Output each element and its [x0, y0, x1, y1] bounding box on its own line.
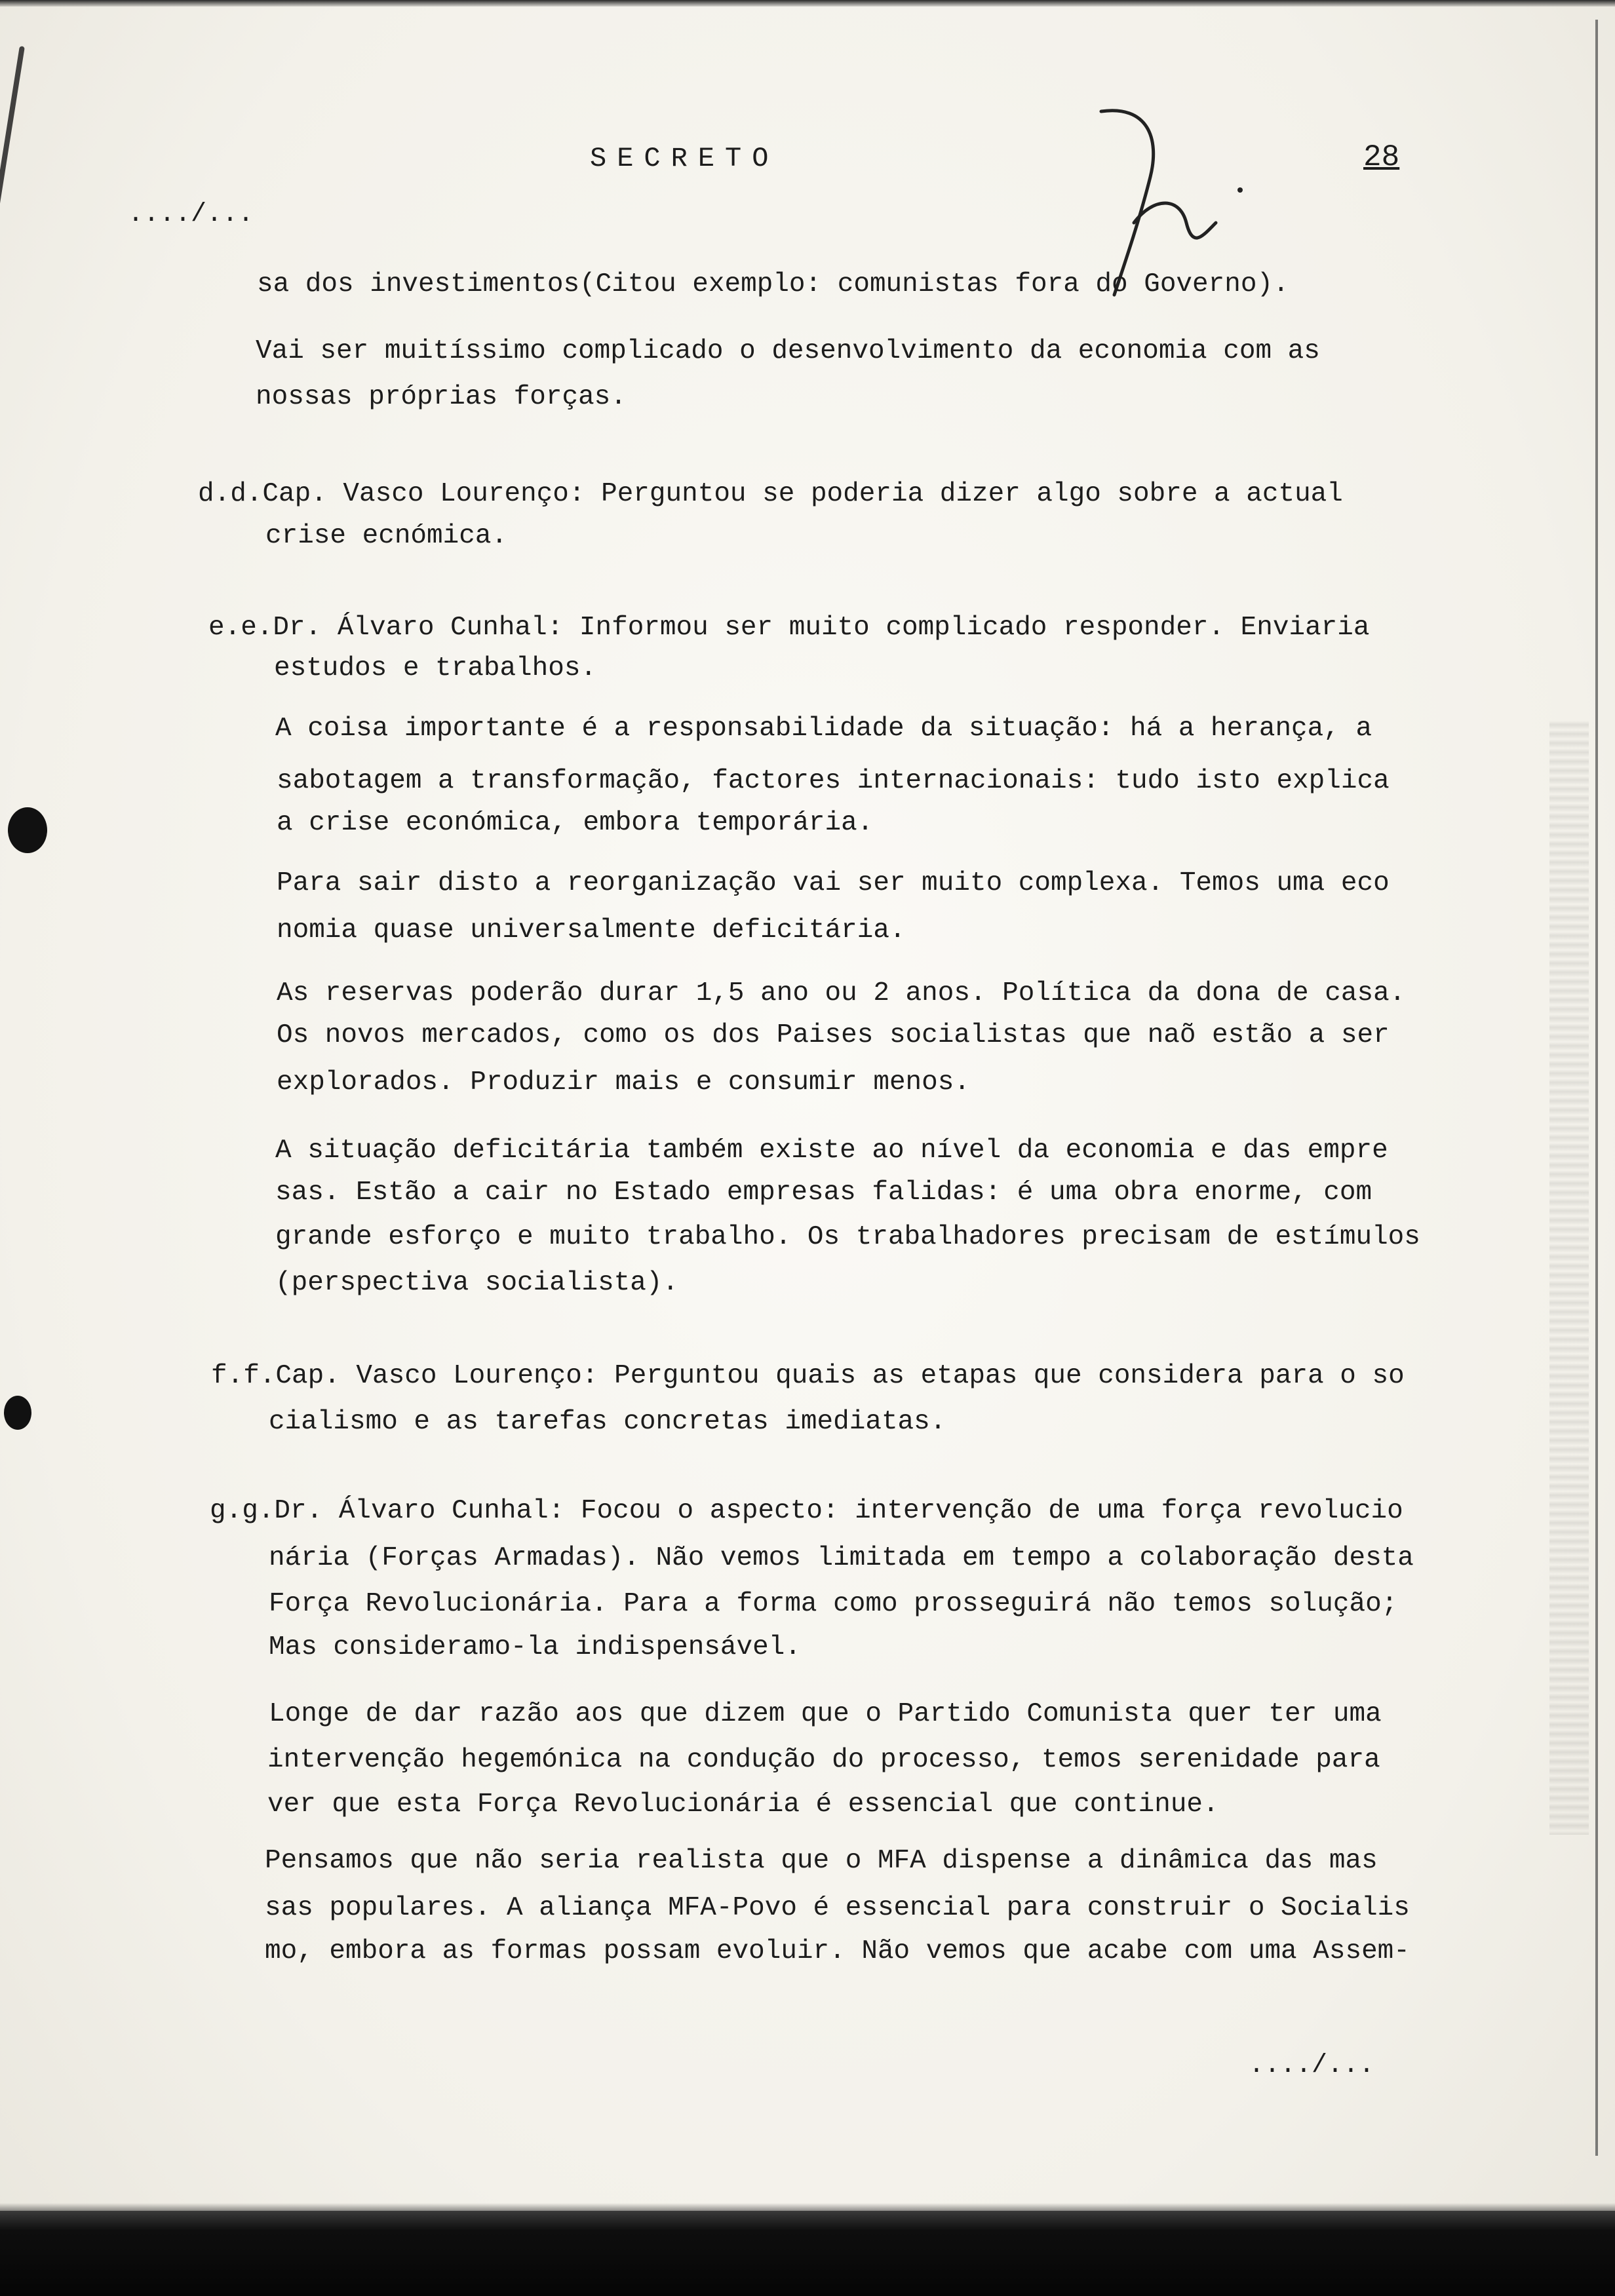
scan-right-edge	[1595, 20, 1598, 2156]
text-line: crise ecnómica.	[265, 521, 508, 551]
scan-top-edge	[0, 0, 1615, 7]
text-line: ver que esta Força Revolucionária é essencial que continue.	[267, 1789, 1219, 1820]
text-line: A situação deficitária também existe ao nível da economia e das empre	[275, 1136, 1388, 1166]
text-line: A coisa importante é a responsabilidade da situação: há a herança, a	[275, 714, 1372, 744]
text-line: Força Revolucionária. Para a forma como prosseguirá não temos solução;	[269, 1589, 1398, 1619]
text-line: As reservas poderão durar 1,5 ano ou 2 anos. Política da dona de casa.	[277, 978, 1406, 1008]
text-line: g.g.Dr. Álvaro Cunhal: Focou o aspecto: intervenção de uma força revolucio	[210, 1496, 1403, 1526]
continuation-marker-bottom: ..../...	[1249, 2051, 1375, 2080]
punch-hole-lower	[4, 1396, 31, 1430]
text-line: e.e.Dr. Álvaro Cunhal: Informou ser muito complicado responder. Enviaria	[208, 613, 1370, 643]
text-line: sas populares. A aliança MFA-Povo é essencial para construir o Socialis	[265, 1893, 1410, 1923]
text-line: sa dos investimentos(Citou exemplo: comunistas fora do Governo).	[257, 269, 1289, 299]
text-line: Longe de dar razão aos que dizem que o Partido Comunista quer ter uma	[269, 1699, 1382, 1729]
text-line: (perspectiva socialista).	[275, 1268, 679, 1298]
text-line: estudos e trabalhos.	[274, 653, 597, 683]
punch-hole-upper	[8, 807, 47, 853]
text-line: Vai ser muitíssimo complicado o desenvolvimento da economia com as	[256, 336, 1320, 366]
text-line: f.f.Cap. Vasco Lourenço: Perguntou quais as etapas que considera para o so	[211, 1361, 1405, 1391]
text-line: explorados. Produzir mais e consumir menos.	[277, 1067, 970, 1098]
scan-right-speckle	[1549, 721, 1589, 1835]
text-line: mo, embora as formas possam evoluir. Não vemos que acabe com uma Assem-	[265, 1936, 1410, 1966]
text-line: intervenção hegemónica na condução do processo, temos serenidade para	[267, 1745, 1380, 1775]
text-line: nomia quase universalmente deficitária.	[277, 915, 906, 946]
text-line: nária (Forças Armadas). Não vemos limitada em tempo a colaboração desta	[269, 1543, 1414, 1573]
margin-pen-stroke	[0, 46, 25, 487]
text-line: grande esforço e muito trabalho. Os trabalhadores precisam de estímulos	[275, 1222, 1420, 1252]
text-line: sabotagem a transformação, factores internacionais: tudo isto explica	[277, 766, 1390, 796]
text-line: d.d.Cap. Vasco Lourenço: Perguntou se poderia dizer algo sobre a actual	[198, 479, 1343, 509]
continuation-marker-top: ..../...	[128, 200, 254, 229]
text-line: Para sair disto a reorganização vai ser muito complexa. Temos uma eco	[277, 868, 1390, 898]
text-line: cialismo e as tarefas concretas imediatas.	[269, 1407, 946, 1437]
text-line: sas. Estão a cair no Estado empresas falidas: é uma obra enorme, com	[275, 1177, 1372, 1208]
page-number: 28	[1363, 140, 1400, 174]
scan-bottom-band	[0, 2211, 1615, 2296]
text-line: Os novos mercados, como os dos Paises socialistas que naõ estão a ser	[277, 1020, 1390, 1050]
text-line: nossas próprias forças.	[256, 382, 627, 412]
document-classification-title: SECRETO	[590, 143, 779, 174]
text-line: Mas consideramo-la indispensável.	[269, 1632, 801, 1662]
text-line: Pensamos que não seria realista que o MFA dispense a dinâmica das mas	[265, 1846, 1378, 1876]
text-line: a crise económica, embora temporária.	[277, 808, 874, 838]
